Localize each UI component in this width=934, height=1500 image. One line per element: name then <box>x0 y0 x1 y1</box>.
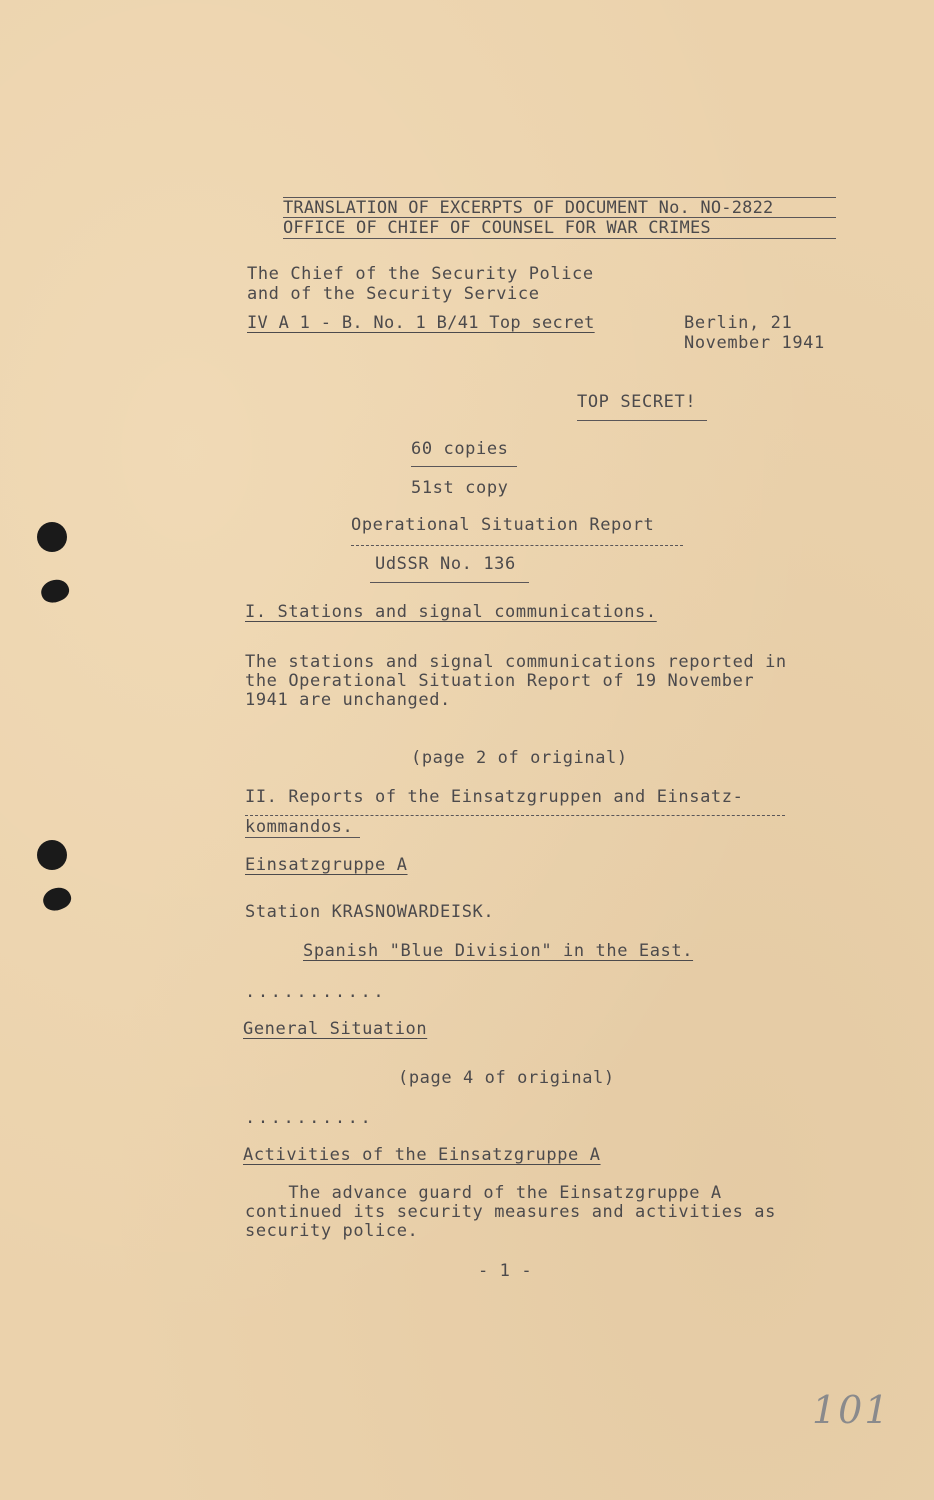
page-note-4: (page 4 of original) <box>398 1068 615 1088</box>
activities-line-3: security police. <box>245 1221 419 1241</box>
report-number-rule <box>370 582 529 583</box>
section-2-heading-rule <box>245 815 785 816</box>
page-number: - 1 - <box>478 1261 533 1281</box>
header-line-1: TRANSLATION OF EXCERPTS OF DOCUMENT No. NO-2822 <box>283 198 774 218</box>
station: Station KRASNOWARDEISK. <box>245 902 495 922</box>
general-situation-heading: General Situation <box>243 1019 428 1039</box>
omission-dots: ........... <box>245 982 387 1002</box>
section-2-heading-line-1: II. Reports of the Einsatzgruppen and Einsatz- <box>245 787 744 807</box>
omission-dots: .......... <box>245 1108 374 1128</box>
classification-rule <box>577 420 707 421</box>
sender-line-2: and of the Security Service <box>247 284 540 304</box>
classification: TOP SECRET! <box>577 392 697 412</box>
punch-hole <box>40 884 74 914</box>
handwritten-page-number: 101 <box>812 1388 891 1432</box>
page-note-2: (page 2 of original) <box>411 748 628 768</box>
punch-hole <box>37 522 67 552</box>
header-rule-top <box>283 197 836 198</box>
section-1-line-3: 1941 are unchanged. <box>245 690 451 710</box>
punch-hole <box>38 576 72 606</box>
section-1-line-1: The stations and signal communications reported in <box>245 652 787 672</box>
activities-line-2: continued its security measures and activities as <box>245 1202 776 1222</box>
copies: 60 copies <box>411 439 509 459</box>
section-2-heading-rule-2 <box>245 837 360 838</box>
report-number: UdSSR No. 136 <box>375 554 516 574</box>
blue-division-heading: Spanish "Blue Division" in the East. <box>303 941 694 961</box>
einsatzgruppe-a-heading: Einsatzgruppe A <box>245 855 408 875</box>
reference-number: IV A 1 - B. No. 1 B/41 Top secret <box>247 313 595 333</box>
copy-number: 51st copy <box>411 478 509 498</box>
punch-hole <box>37 840 67 870</box>
section-2-heading-line-2: kommandos. <box>245 817 354 837</box>
report-title: Operational Situation Report <box>351 515 655 535</box>
place-date-line-2: November 1941 <box>684 333 825 353</box>
header-rule-bottom <box>283 238 836 239</box>
section-1-line-2: the Operational Situation Report of 19 November <box>245 671 755 691</box>
place-date-line-1: Berlin, 21 <box>684 313 793 333</box>
section-1-heading: I. Stations and signal communications. <box>245 602 657 622</box>
sender-line-1: The Chief of the Security Police <box>247 264 594 284</box>
report-title-rule <box>351 545 683 546</box>
header-line-2: OFFICE OF CHIEF OF COUNSEL FOR WAR CRIMES <box>283 218 711 238</box>
copies-rule <box>411 466 517 467</box>
activities-line-1: The advance guard of the Einsatzgruppe A <box>245 1183 722 1203</box>
activities-heading: Activities of the Einsatzgruppe A <box>243 1145 601 1165</box>
